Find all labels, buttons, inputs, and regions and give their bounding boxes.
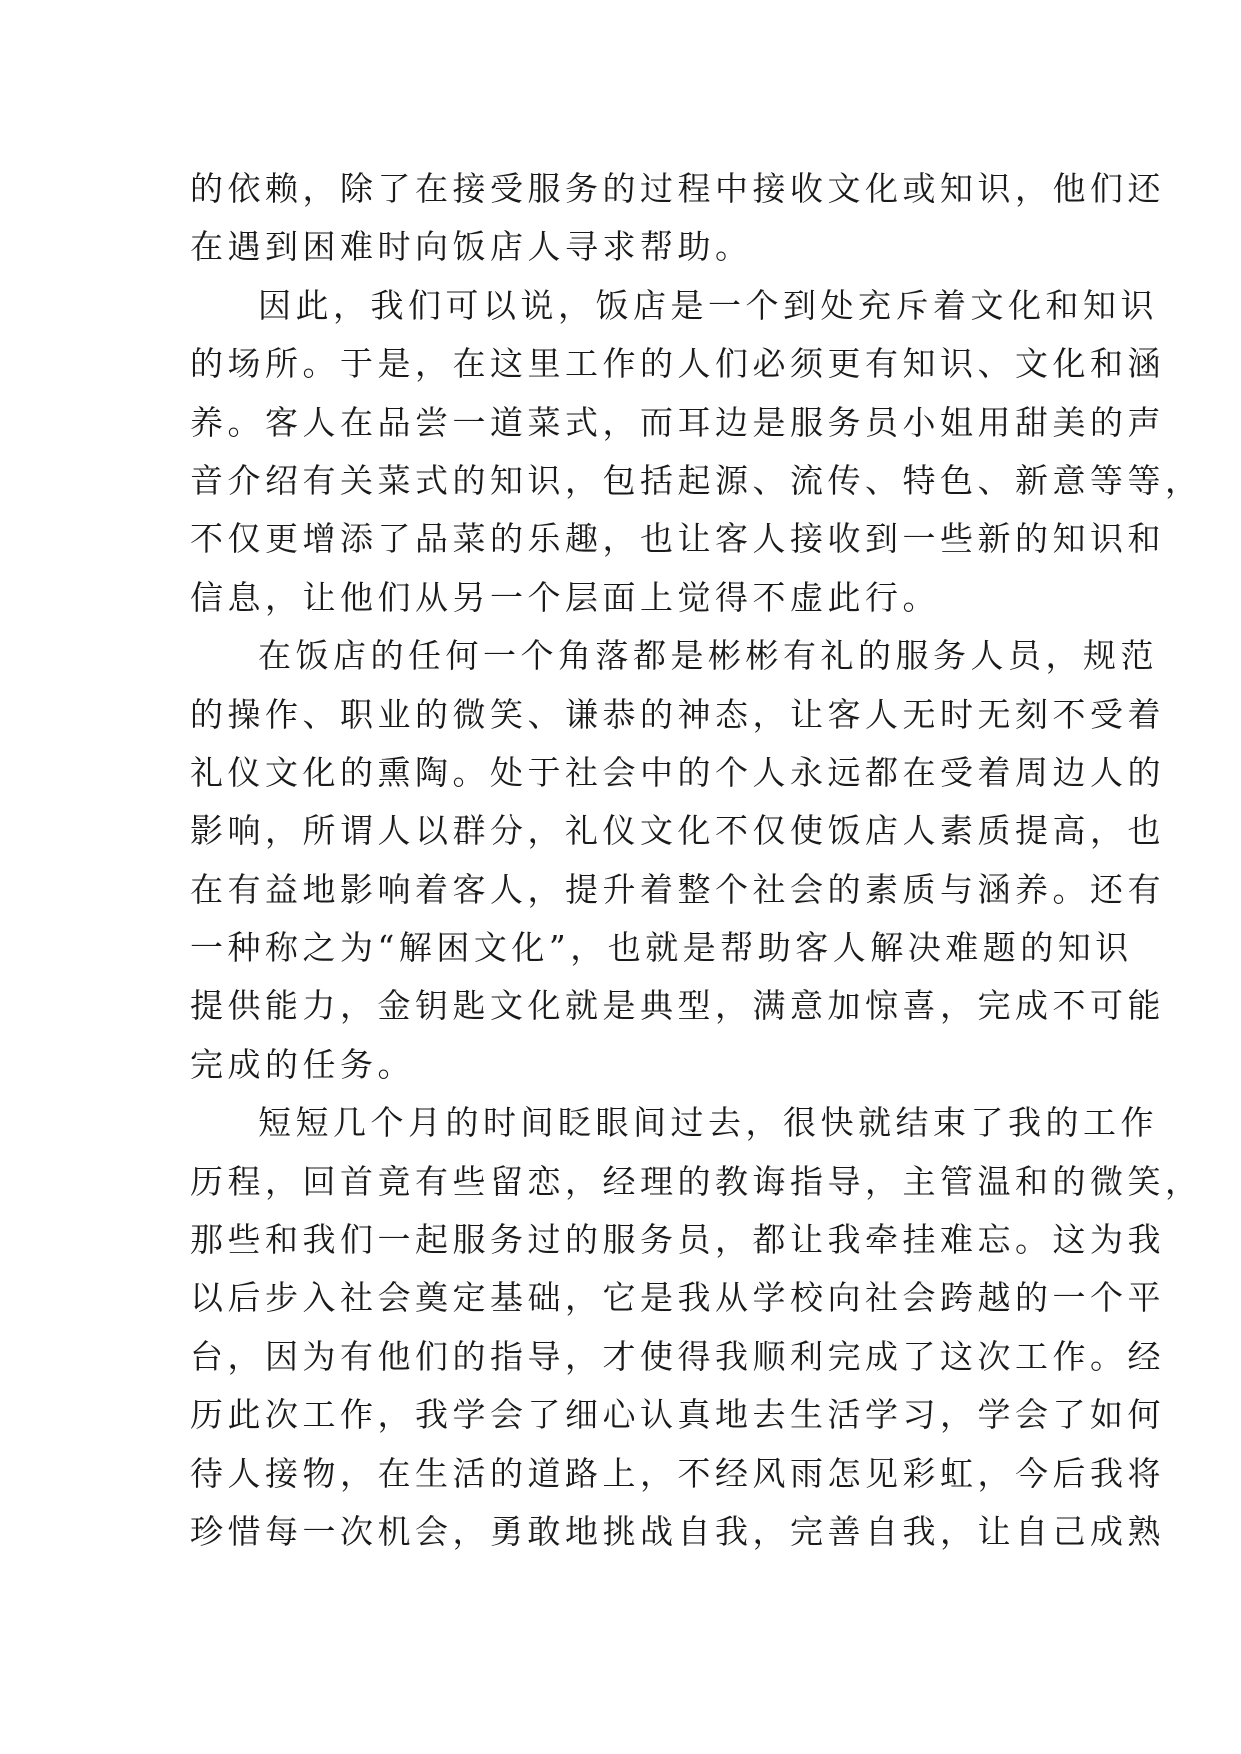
paragraph-2-line-6: 信息，让他们从另一个层面上觉得不虚此行。 (190, 577, 940, 617)
paragraph-3-line-2: 的操作、职业的微笑、谦恭的神态，让客人无时无刻不受着 (190, 694, 1165, 734)
paragraph-4-line-6: 历此次工作，我学会了细心认真地去生活学习，学会了如何 (190, 1395, 1165, 1435)
paragraph-3-line-8: 完成的任务。 (190, 1044, 415, 1084)
paragraph-2-line-2: 的场所。于是，在这里工作的人们必须更有知识、文化和涵 (190, 344, 1165, 384)
paragraph-3-line-7: 提供能力，金钥匙文化就是典型，满意加惊喜，完成不可能 (190, 986, 1165, 1026)
paragraph-4-line-1: 短短几个月的时间眨眼间过去，很快就结束了我的工作 (258, 1103, 1158, 1143)
paragraph-4-line-5: 台，因为有他们的指导，才使得我顺利完成了这次工作。经 (190, 1336, 1165, 1376)
paragraph-3-line-3: 礼仪文化的熏陶。处于社会中的个人永远都在受着周边人的 (190, 752, 1165, 792)
paragraph-3-line-4: 影响，所谓人以群分，礼仪文化不仅使饭店人素质提高，也 (190, 811, 1165, 851)
paragraph-4-line-8: 珍惜每一次机会，勇敢地挑战自我，完善自我，让自己成熟 (190, 1511, 1165, 1551)
paragraph-2-line-5: 不仅更增添了品菜的乐趣，也让客人接收到一些新的知识和 (190, 519, 1165, 559)
document-body (190, 160, 1203, 1561)
paragraph-1-line-2: 在遇到困难时向饭店人寻求帮助。 (190, 227, 753, 267)
paragraph-1-line-1: 的依赖，除了在接受服务的过程中接收文化或知识，他们还 (190, 169, 1165, 208)
paragraph-2-line-1: 因此，我们可以说，饭店是一个到处充斥着文化和知识 (258, 285, 1158, 325)
paragraph-3-line-6: 一种称之为“解困文化”，也就是帮助客人解决难题的知识 (190, 928, 1133, 968)
paragraph-4-line-4: 以后步入社会奠定基础，它是我从学校向社会跨越的一个平 (190, 1278, 1165, 1318)
paragraph-2-line-3: 养。客人在品尝一道菜式，而耳边是服务员小姐用甜美的声 (190, 402, 1165, 442)
paragraph-4-line-2: 历程，回首竟有些留恋，经理的教诲指导，主管温和的微笑， (190, 1161, 1203, 1201)
paragraph-4-line-3: 那些和我们一起服务过的服务员，都让我牵挂难忘。这为我 (190, 1220, 1165, 1260)
paragraph-3-line-5: 在有益地影响着客人，提升着整个社会的素质与涵养。还有 (190, 869, 1165, 909)
paragraph-3-line-1: 在饭店的任何一个角落都是彬彬有礼的服务人员，规范 (258, 636, 1158, 676)
paragraph-4-line-7: 待人接物，在生活的道路上，不经风雨怎见彩虹，今后我将 (190, 1453, 1165, 1493)
paragraph-2-line-4: 音介绍有关菜式的知识，包括起源、流传、特色、新意等等， (190, 460, 1203, 500)
